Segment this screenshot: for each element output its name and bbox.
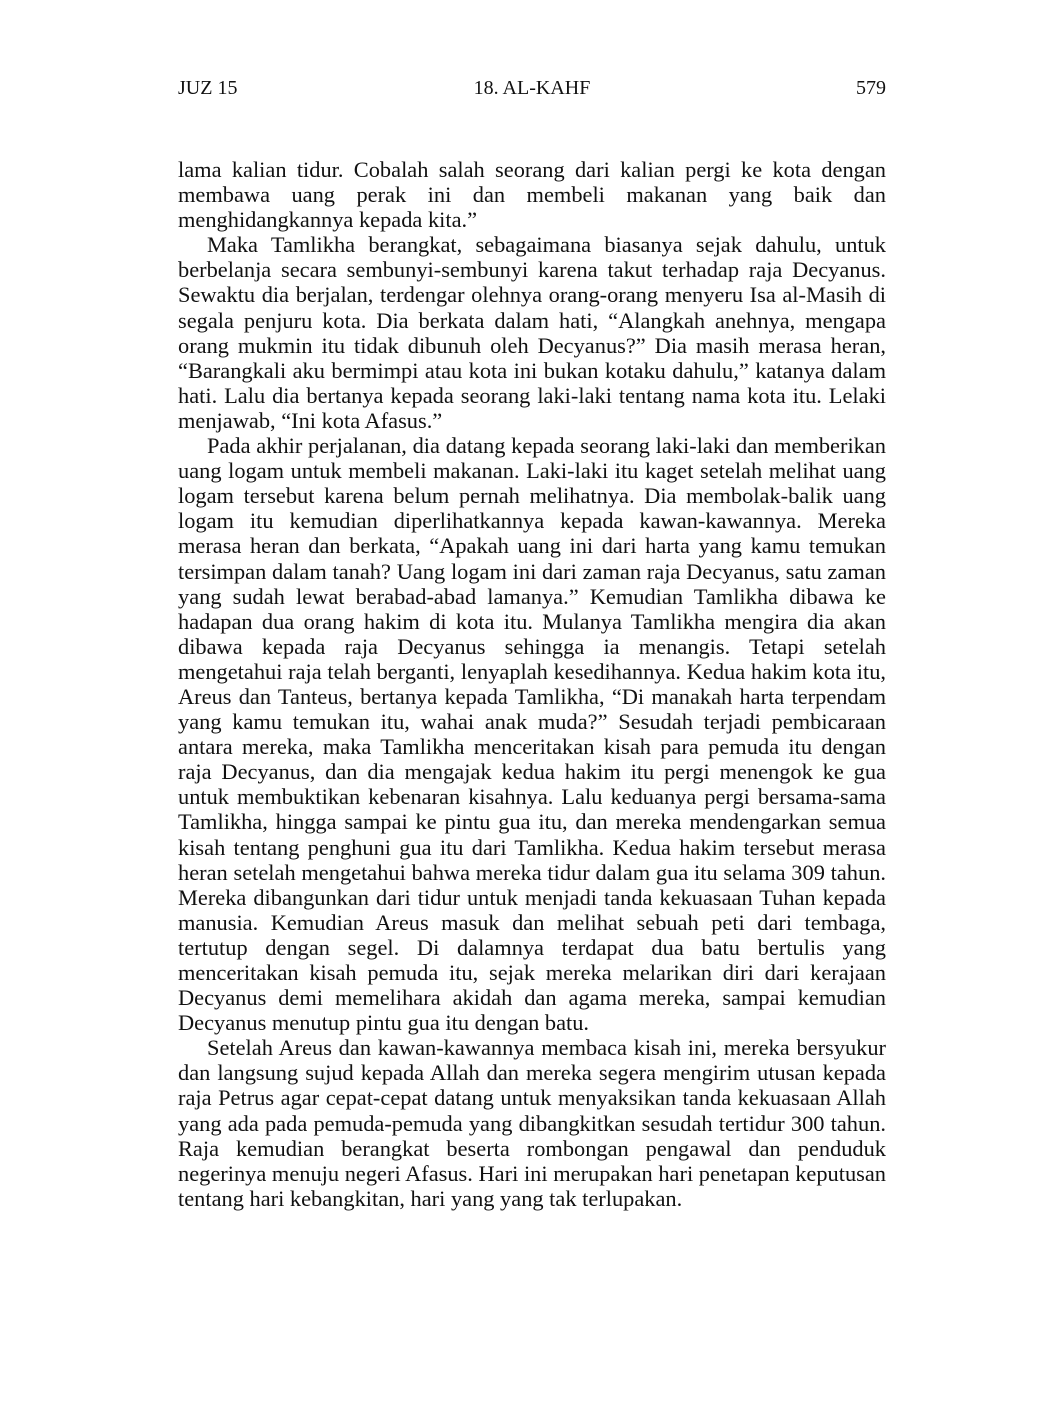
paragraph-3: Pada akhir perjalanan, dia datang kepada seorang laki-laki dan memberikan uang logam untuk membeli makanan. Laki-laki itu kaget setelah melihat uang logam tersebut karena belum pernah melihatnya. Dia membolak-balik uang logam itu kemudian diperlihatkannya kepada kawan-kawannya. Mereka merasa heran dan berkata, “Apakah uang ini dari harta yang kamu temukan tersimpan dalam tanah? Uang logam ini dari zaman raja Decyanus, satu zaman yang sudah lewat berabad-abad lamanya.” Kemudian Tamlikha dibawa ke hadapan dua orang hakim di kota itu. Mulanya Tamlikha mengira dia akan dibawa kepada raja Decyanus sehingga ia menangis. Tetapi setelah mengetahui raja telah berganti, lenyaplah kesedihannya. Kedua hakim kota itu, Areus dan Tanteus, bertanya kepada Tamlikha, “Di manakah harta terpendam yang kamu temukan itu, wahai anak muda?” Sesudah terjadi pembicaraan antara mereka, maka Tamlikha menceritakan kisah para pemuda itu dengan raja Decyanus, dan dia mengajak kedua hakim itu pergi menengok ke gua untuk membuktikan kebenaran kisahnya. Lalu keduanya pergi bersama-sama Tamlikha, hingga sampai ke pintu gua itu, dan mereka mendengarkan semua kisah tentang penghuni gua itu dari Tamlikha. Kedua hakim tersebut merasa heran setelah mengetahui bahwa mereka tidur dalam gua itu selama 309 tahun. Mereka dibangunkan dari tidur untuk menjadi tanda kekuasaan Tuhan kepada manusia. Kemudian Areus masuk dan melihat sebuah peti dari tembaga, tertutup dengan segel. Di dalamnya terdapat dua batu bertulis yang menceritakan kisah pemuda itu, sejak mereka melarikan diri dari kerajaan Decyanus demi memelihara akidah dan agama mereka, sampai kemudian Decyanus menutup pintu gua itu dengan batu.	[178, 433, 886, 1036]
chapter-title: 18. AL-KAHF	[473, 77, 591, 99]
body-text	[178, 157, 886, 1211]
paragraph-4: Setelah Areus dan kawan-kawannya membaca kisah ini, mereka bersyukur dan langsung sujud kepada Allah dan mereka segera mengirim utusan kepada raja Petrus agar cepat-cepat datang untuk menyaksikan tanda kekuasaan Allah yang ada pada pemuda-pemuda yang dibangkitkan sesudah tertidur 300 tahun. Raja kemudian berangkat beserta rombongan pengawal dan penduduk negerinya menuju negeri Afasus. Hari ini merupakan hari penetapan keputusan tentang hari kebangkitan, hari yang yang tak terlupakan.	[178, 1035, 886, 1211]
running-header	[178, 74, 886, 102]
page-number: 579	[856, 77, 886, 99]
juz-label: JUZ 15	[178, 77, 238, 99]
paragraph-2: Maka Tamlikha berangkat, sebagaimana biasanya sejak dahulu, untuk berbelanja secara sembunyi-sembunyi karena takut terhadap raja Decyanus. Sewaktu dia berjalan, terdengar olehnya orang-orang menyeru Isa al-Masih di segala penjuru kota. Dia berkata dalam hati, “Alangkah anehnya, mengapa orang mukmin itu tidak dibunuh oleh Decyanus?” Dia masih merasa heran, “Barangkali aku bermimpi atau kota ini bukan kotaku dahulu,” katanya dalam hati. Lalu dia bertanya kepada seorang laki-laki tentang nama kota itu. Lelaki menjawab, “Ini kota Afasus.”	[178, 232, 886, 433]
paragraph-1: lama kalian tidur. Cobalah salah seorang dari kalian pergi ke kota dengan membawa uang perak ini dan membeli makanan yang baik dan menghidangkannya kepada kita.”	[178, 157, 886, 233]
